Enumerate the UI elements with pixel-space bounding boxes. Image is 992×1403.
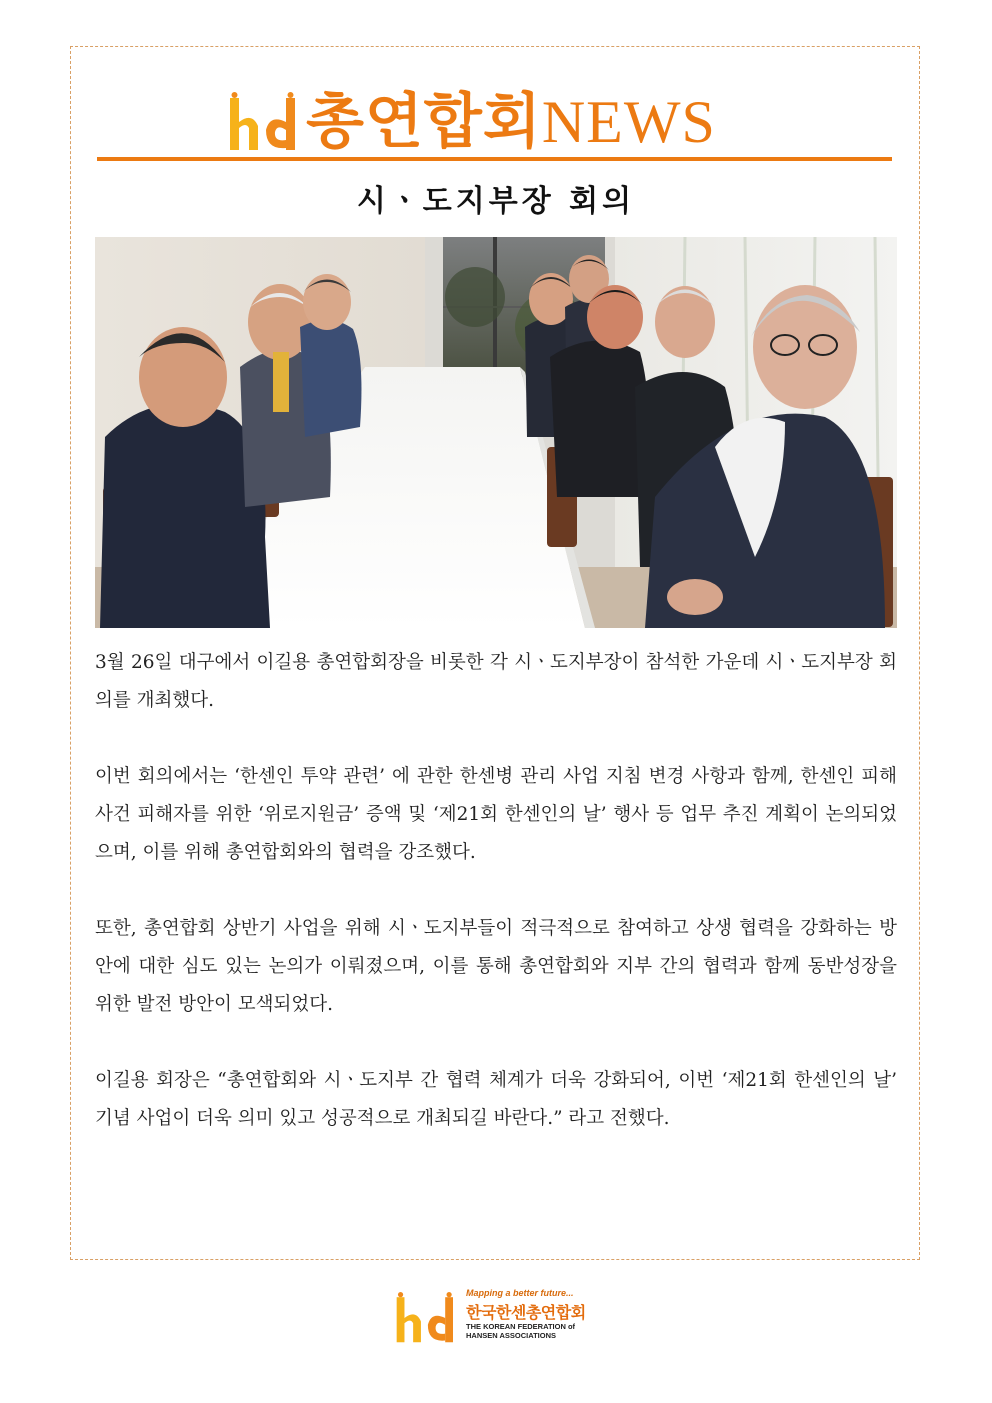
meeting-photo <box>95 237 897 628</box>
footer-org-english-line1: THE KOREAN FEDERATION of <box>466 1322 576 1331</box>
footer-tagline: Mapping a better future... <box>466 1288 574 1298</box>
hd-footer-logo-icon <box>392 1292 462 1344</box>
footer-org-name: 한국한센총연합회 <box>466 1303 586 1322</box>
masthead-rule <box>97 157 892 161</box>
hd-logo-icon <box>228 92 302 152</box>
footer-org-logo <box>392 1286 622 1346</box>
footer-org-english <box>466 1322 575 1340</box>
masthead-title <box>306 87 716 157</box>
article-paragraph-4: 이길용 회장은 “총연합회와 시ㆍ도지부 간 협력 체계가 더욱 강화되어, 이번 ‘제21회 한센인의 날’ 기념 사업이 더욱 의미 있고 성공적으로 개최되길 바란다.” 라고 전했다. <box>95 1070 897 1129</box>
masthead-title-ko: 총연합회 <box>306 87 542 157</box>
article-paragraph-3: 또한, 총연합회 상반기 사업을 위해 시ㆍ도지부들이 적극적으로 참여하고 상생 협력을 강화하는 방안에 대한 심도 있는 논의가 이뤄졌으며, 이를 통해 총연합회와 지부 간의 협력과 함께 동반성장을 위한 발전 방안이 모색되었다. <box>95 918 897 1015</box>
masthead <box>228 80 716 157</box>
article-headline: 시ㆍ도지부장 회의 <box>356 184 636 219</box>
footer-org-english-line2: HANSEN ASSOCIATIONS <box>466 1331 557 1340</box>
article-paragraph-2: 이번 회의에서는 ‘한센인 투약 관련’ 에 관한 한센병 관리 사업 지침 변경 사항과 함께, 한센인 피해사건 피해자를 위한 ‘위로지원금’ 증액 및 ‘제21회 한센인의 날’ 행사 등 업무 추진 계획이 논의되었으며, 이를 위해 총연합회와의 협력을 강조했다. <box>95 766 897 863</box>
masthead-title-en: NEWS <box>541 89 716 155</box>
article-body <box>95 644 897 1176</box>
article-paragraph-1: 3월 26일 대구에서 이길용 총연합회장을 비롯한 각 시ㆍ도지부장이 참석한 가운데 시ㆍ도지부장 회의를 개최했다. <box>95 652 897 711</box>
